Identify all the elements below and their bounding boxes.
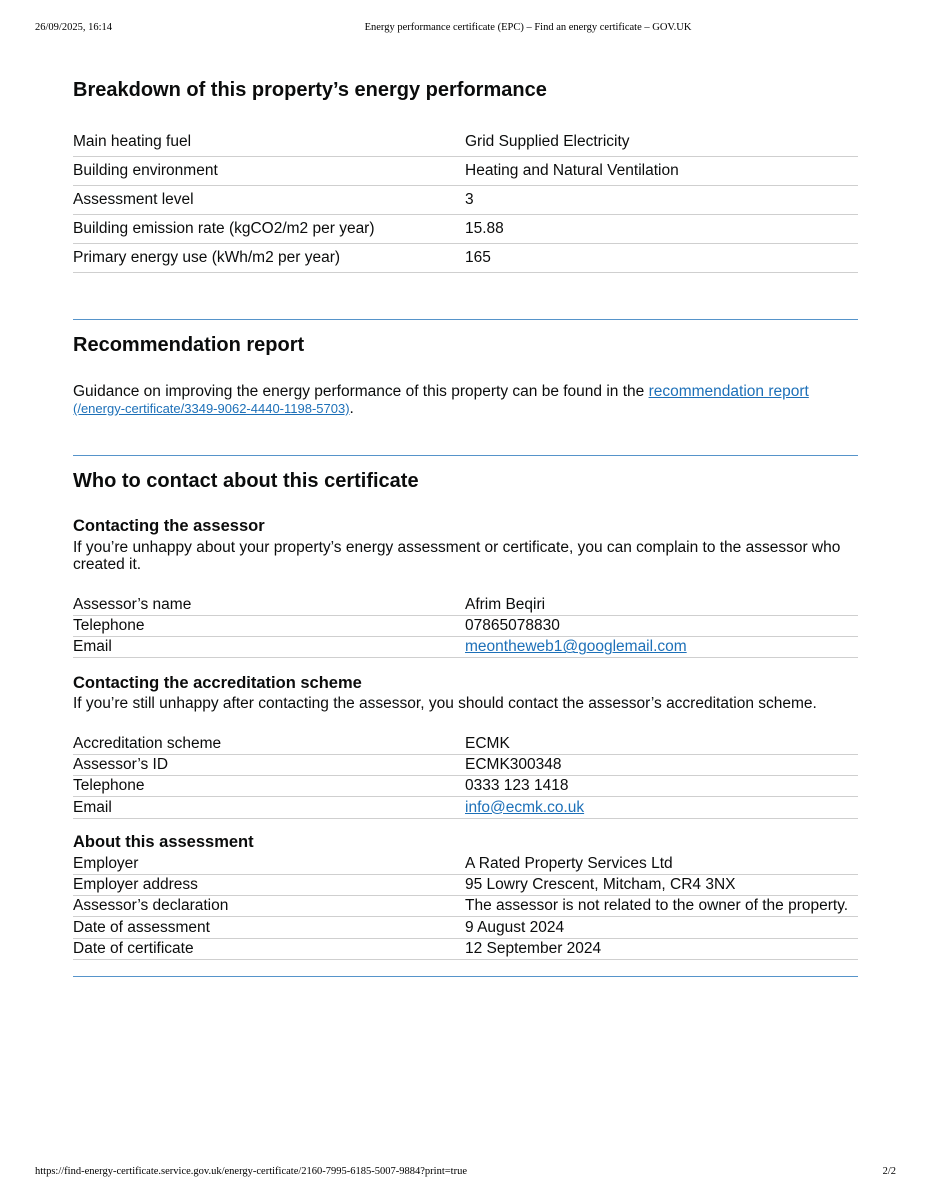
row-label: Assessment level <box>73 185 465 214</box>
recommendation-link-url: (/energy-certificate/3349-9062-4440-1198-5703) <box>73 401 350 416</box>
row-value <box>465 637 858 658</box>
row-value: 3 <box>465 185 858 214</box>
section-divider <box>73 319 858 320</box>
row-label: Employer address <box>73 874 465 895</box>
scheme-subheading: Contacting the accreditation scheme <box>73 674 362 692</box>
row-value: Heating and Natural Ventilation <box>465 156 858 185</box>
row-value: Grid Supplied Electricity <box>465 127 858 156</box>
row-value: 12 September 2024 <box>465 938 858 959</box>
table-row <box>73 243 858 272</box>
table-row <box>73 594 858 615</box>
table-row <box>73 917 858 938</box>
table-row <box>73 733 858 754</box>
section-divider <box>73 976 858 977</box>
table-row <box>73 127 858 156</box>
row-label: Accreditation scheme <box>73 733 465 754</box>
recommendation-text-after: . <box>349 400 354 417</box>
scheme-email-link[interactable]: info@ecmk.co.uk <box>465 798 585 816</box>
row-label: Main heating fuel <box>73 127 465 156</box>
row-label: Building emission rate (kgCO2/m2 per year) <box>73 214 465 243</box>
table-row <box>73 896 858 917</box>
row-label: Date of assessment <box>73 917 465 938</box>
recommendation-heading: Recommendation report <box>73 334 305 356</box>
row-label: Email <box>73 637 465 658</box>
assessor-subheading: Contacting the assessor <box>73 517 265 535</box>
row-value: 95 Lowry Crescent, Mitcham, CR4 3NX <box>465 874 858 895</box>
row-value: 15.88 <box>465 214 858 243</box>
recommendation-text <box>73 383 858 417</box>
about-subheading: About this assessment <box>73 833 254 851</box>
row-value: 9 August 2024 <box>465 917 858 938</box>
assessor-description: If you’re unhappy about your property’s energy assessment or certificate, you can complain to the assessor who created it. <box>73 539 841 573</box>
table-row <box>73 214 858 243</box>
row-label: Assessor’s name <box>73 594 465 615</box>
row-label: Assessor’s ID <box>73 754 465 775</box>
row-label: Telephone <box>73 615 465 636</box>
row-label: Employer <box>73 853 465 874</box>
table-row <box>73 754 858 775</box>
row-value <box>465 797 858 818</box>
table-row <box>73 615 858 636</box>
row-value: The assessor is not related to the owner of the property. <box>465 896 858 917</box>
section-divider <box>73 455 858 456</box>
row-label: Building environment <box>73 156 465 185</box>
table-row <box>73 853 858 874</box>
scheme-table <box>73 733 858 819</box>
row-value: 07865078830 <box>465 615 858 636</box>
row-value: A Rated Property Services Ltd <box>465 853 858 874</box>
recommendation-link-label: recommendation report <box>648 383 809 400</box>
row-value: ECMK <box>465 733 858 754</box>
contact-heading: Who to contact about this certificate <box>73 470 419 492</box>
row-label: Primary energy use (kWh/m2 per year) <box>73 243 465 272</box>
print-url: https://find-energy-certificate.service.gov.uk/energy-certificate/2160-7995-6185-5007-9884?print=true <box>35 1166 467 1177</box>
assessor-email-link[interactable]: meontheweb1@googlemail.com <box>465 638 687 656</box>
recommendation-text-before: Guidance on improving the energy performance of this property can be found in the <box>73 383 649 400</box>
breakdown-heading: Breakdown of this property’s energy performance <box>73 79 547 101</box>
table-row <box>73 637 858 658</box>
print-page-number: 2/2 <box>882 1166 896 1177</box>
scheme-description: If you’re still unhappy after contacting the assessor, you should contact the assessor’s accreditation scheme. <box>73 695 817 712</box>
table-row <box>73 185 858 214</box>
row-label: Email <box>73 797 465 818</box>
about-table <box>73 853 858 960</box>
print-datetime: 26/09/2025, 16:14 <box>35 22 113 33</box>
row-label: Date of certificate <box>73 938 465 959</box>
table-row <box>73 776 858 797</box>
row-label: Assessor’s declaration <box>73 896 465 917</box>
table-row <box>73 156 858 185</box>
row-value: Afrim Beqiri <box>465 594 858 615</box>
row-value: 0333 123 1418 <box>465 776 858 797</box>
row-value: ECMK300348 <box>465 754 858 775</box>
row-value: 165 <box>465 243 858 272</box>
table-row <box>73 938 858 959</box>
row-label: Telephone <box>73 776 465 797</box>
print-page-title: Energy performance certificate (EPC) – Find an energy certificate – GOV.UK <box>364 22 692 33</box>
table-row <box>73 874 858 895</box>
table-row <box>73 797 858 818</box>
assessor-table <box>73 594 858 658</box>
breakdown-table <box>73 127 858 273</box>
